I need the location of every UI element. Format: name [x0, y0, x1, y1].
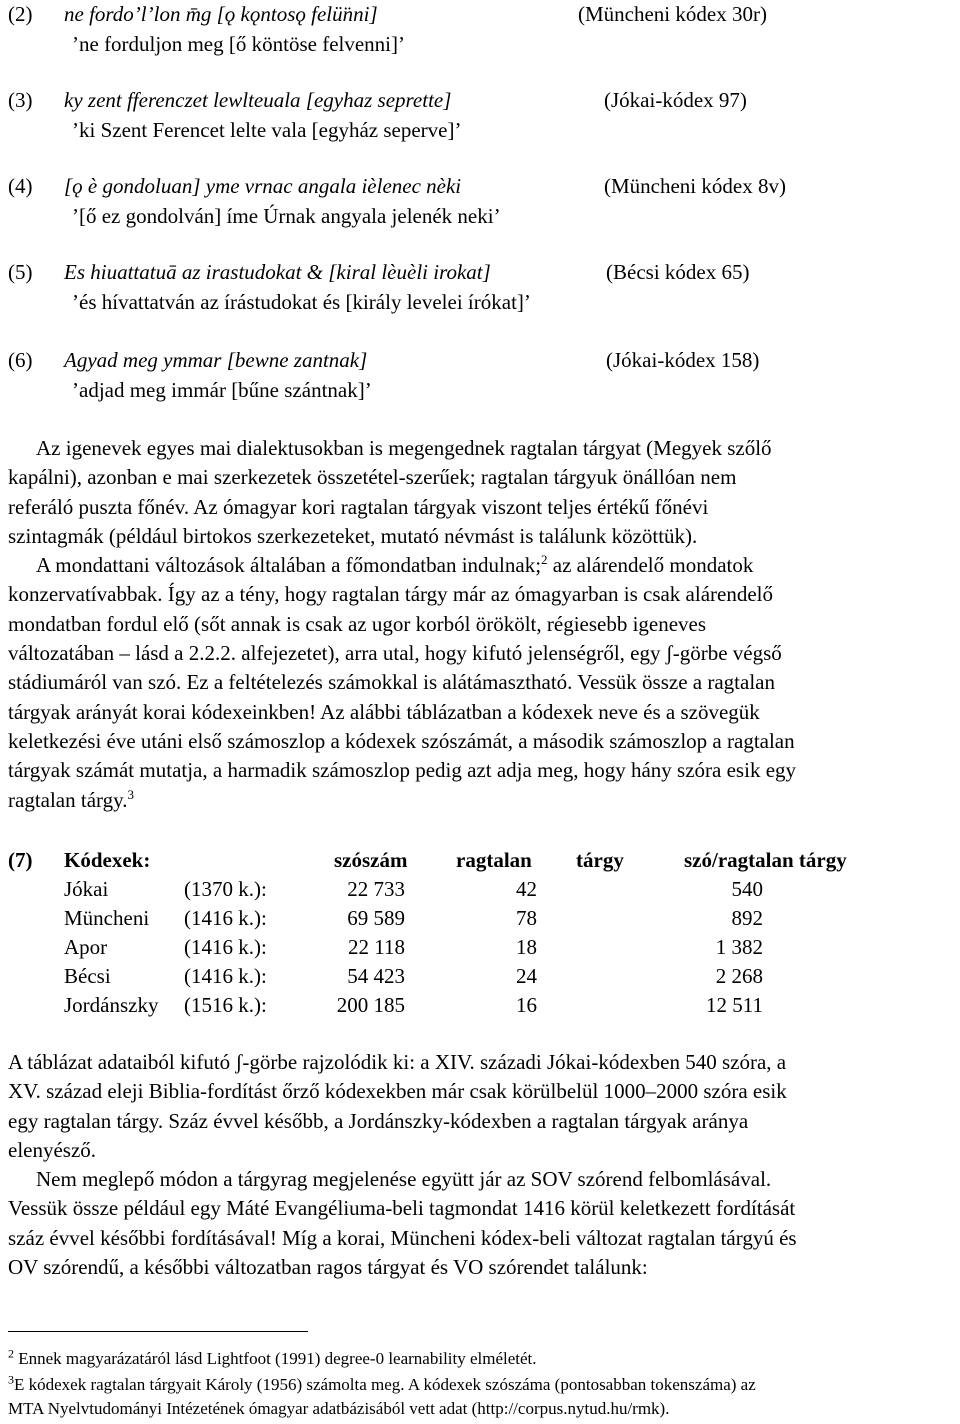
table-cell-words: 54 423	[347, 964, 405, 988]
paragraph-line	[8, 786, 958, 815]
paragraph-line: XV. század eleji Biblia-fordítást őrző kódexekben már csak körülbelül 1000–2000 szóra esik	[8, 1079, 787, 1104]
table-cell-year: (1416 k.):	[184, 964, 267, 988]
example-gloss: ’adjad meg immár [bűne szántnak]’	[72, 378, 372, 402]
footnote-3	[8, 1373, 958, 1421]
paragraph-line: tárgyak arányát korai kódexeinkben! Az alábbi táblázatban a kódexek neve és a szövegük	[8, 699, 760, 724]
table-cell-ratio: 892	[731, 906, 763, 930]
table-cell-year: (1416 k.):	[184, 906, 267, 930]
example-original: Agyad meg ymmar [bewne zantnak]	[64, 348, 368, 372]
footnote-text: E kódexek ragtalan tárgyait Károly (1956) számolta meg. A kódexek szószáma (pontosabban tokenszáma) az	[14, 1375, 756, 1394]
example-source: (Jókai-kódex 97)	[604, 88, 747, 112]
example-number: (3)	[8, 88, 33, 112]
footnote-mark: 3	[8, 1372, 14, 1387]
table-cell-words: 69 589	[347, 906, 405, 930]
paragraph-line: Vessük össze például egy Máté Evangéliuma-beli tagmondat 1416 körül keletkezett fordítását	[8, 1196, 796, 1221]
example-source: (Bécsi kódex 65)	[606, 260, 750, 284]
example-original: ne fordo’l’lon m̄g [ǫ kǫntosǫ felü̈nni]	[64, 2, 378, 26]
paragraph-text: ragtalan tárgy.	[8, 787, 128, 812]
body-paragraph-2	[8, 1048, 958, 1282]
paragraph-line: egy ragtalan tárgy. Száz évvel később, a Jordánszky-kódexben a ragtalan tárgyak aránya	[8, 1108, 749, 1133]
example-gloss: ’ne forduljon meg [ő köntöse felvenni]’	[72, 32, 405, 56]
footnote-2	[8, 1347, 958, 1371]
example-number: (6)	[8, 348, 33, 372]
table-cell-year: (1416 k.):	[184, 935, 267, 959]
table-cell-objects: 16	[516, 993, 537, 1017]
example-number: (4)	[8, 174, 33, 198]
paragraph-line: kapálni), azonban e mai szerkezetek összetétel-szerűek; ragtalan tárgyuk önállóan nem	[8, 465, 737, 490]
table-cell-codex: Bécsi	[64, 964, 111, 988]
paragraph-line: A táblázat adataiból kifutó ʃ-görbe rajzolódik ki: a XIV. századi Jókai-kódexben 540 szóra, a	[8, 1050, 787, 1074]
table-cell-ratio: 12 511	[706, 993, 763, 1017]
table-cell-words: 22 733	[347, 877, 405, 901]
table-example-number: (7)	[8, 848, 33, 872]
paragraph-line: Az igenevek egyes mai dialektusokban is megengednek ragtalan tárgyat (Megyek szőlő	[36, 436, 772, 460]
body-paragraph-1	[8, 434, 958, 815]
example-number: (2)	[8, 2, 33, 26]
paragraph-line: elenyésző.	[8, 1137, 97, 1162]
table-cell-ratio: 2 268	[715, 964, 763, 988]
paragraph-line: változatában – lásd a 2.2.2. alfejezetet), arra utal, hogy kifutó jelenségről, egy ʃ-görbe végső	[8, 641, 782, 666]
footnote-text: Ennek magyarázatáról lásd Lightfoot (1991) degree-0 learnability elméletét.	[18, 1349, 537, 1368]
table-cell-objects: 42	[516, 877, 537, 901]
example-gloss: ’ki Szent Ferencet lelte vala [egyház seperve]’	[72, 118, 462, 142]
table-header-ratio: szó/ragtalan tárgy	[684, 848, 847, 872]
footnote-mark: 2	[8, 1346, 14, 1361]
paragraph-line: keletkezési éve utáni első számoszlop a kódexek szószámát, a második számoszlop a ragtalan	[8, 728, 795, 753]
example-gloss: ’és hívattatván az írástudokat és [király levelei írókat]’	[72, 290, 531, 314]
example-original: [ǫ è gondoluan] yme vrnac angala ièlenec nèki	[64, 174, 462, 198]
paragraph-line: mondatban fordul elő (sőt annak is csak az ugor korból örökölt, régiesebb igeneves	[8, 611, 707, 636]
paragraph-text: az alárendelő mondatok	[547, 553, 754, 578]
table-cell-codex: Müncheni	[64, 906, 150, 930]
table-header-word-count: szószám	[334, 848, 408, 872]
paragraph-line	[8, 551, 958, 580]
footnote-ref-3[interactable]: 3	[127, 786, 135, 802]
table-cell-codex: Jordánszky	[64, 993, 159, 1017]
paragraph-line: stádiumáról van szó. Ez a feltételezés számokkal is alátámasztható. Vessük össze a ragtalan	[8, 670, 775, 695]
example-source: (Müncheni kódex 8v)	[604, 174, 786, 198]
table-cell-codex: Apor	[64, 935, 108, 959]
table-cell-codex: Jókai	[64, 877, 109, 901]
table-cell-year: (1516 k.):	[184, 993, 267, 1017]
paragraph-line: tárgyak számát mutatja, a harmadik számoszlop pedig azt adja meg, hogy hány szóra esik egy	[8, 758, 797, 783]
paragraph-line: száz évvel későbbi fordításával! Míg a korai, Müncheni kódex-beli változat ragtalan tárgyú és	[8, 1225, 797, 1250]
paragraph-line: Nem meglepő módon a tárgyrag megjelenése együtt jár az SOV szórend felbomlásával.	[36, 1167, 772, 1192]
table-header-unmarked: ragtalan	[456, 848, 532, 872]
paragraph-line: OV szórendű, a későbbi változatban ragos tárgyat és VO szórendet találunk:	[8, 1255, 648, 1280]
table-cell-objects: 18	[516, 935, 537, 959]
table-cell-words: 200 185	[336, 993, 405, 1017]
paragraph-line: konzervatívabbak. Így az a tény, hogy ragtalan tárgy már az ómagyarban is csak alárendelő	[8, 582, 774, 607]
table-header-codices: Kódexek:	[64, 848, 151, 872]
table-cell-objects: 24	[516, 964, 537, 988]
table-cell-ratio: 1 382	[715, 935, 763, 959]
table-header-object: tárgy	[576, 848, 624, 872]
table-cell-year: (1370 k.):	[184, 877, 267, 901]
paragraph-line: szintagmák (például birtokos szerkezeteket, mutató névmást is találunk közöttük).	[8, 523, 698, 548]
example-original: ky zent fferenczet lewlteuala [egyhaz seprette]	[64, 88, 452, 112]
example-original: Es hiuattatuā az irastudokat & [kiral lèuèli irokat]	[64, 260, 491, 284]
table-cell-words: 22 118	[348, 935, 405, 959]
footnote-separator	[8, 1331, 308, 1332]
paragraph-text: A mondattani változások általában a főmondatban indulnak;	[36, 553, 542, 578]
table-cell-ratio: 540	[731, 877, 763, 901]
footnote-ref-2[interactable]: 2	[541, 552, 548, 568]
example-source: (Müncheni kódex 30r)	[578, 2, 767, 26]
footnote-text: MTA Nyelvtudományi Intézetének ómagyar adatbázisából vett adat (http://corpus.nytud.hu/rmk).	[8, 1399, 670, 1418]
example-source: (Jókai-kódex 158)	[606, 348, 760, 372]
paragraph-line: referáló puszta főnév. Az ómagyar kori ragtalan tárgyak viszont teljes értékű főnévi	[8, 494, 709, 519]
example-gloss: ’[ő ez gondolván] íme Úrnak angyala jelenék neki’	[72, 204, 501, 228]
table-cell-objects: 78	[516, 906, 537, 930]
example-number: (5)	[8, 260, 33, 284]
